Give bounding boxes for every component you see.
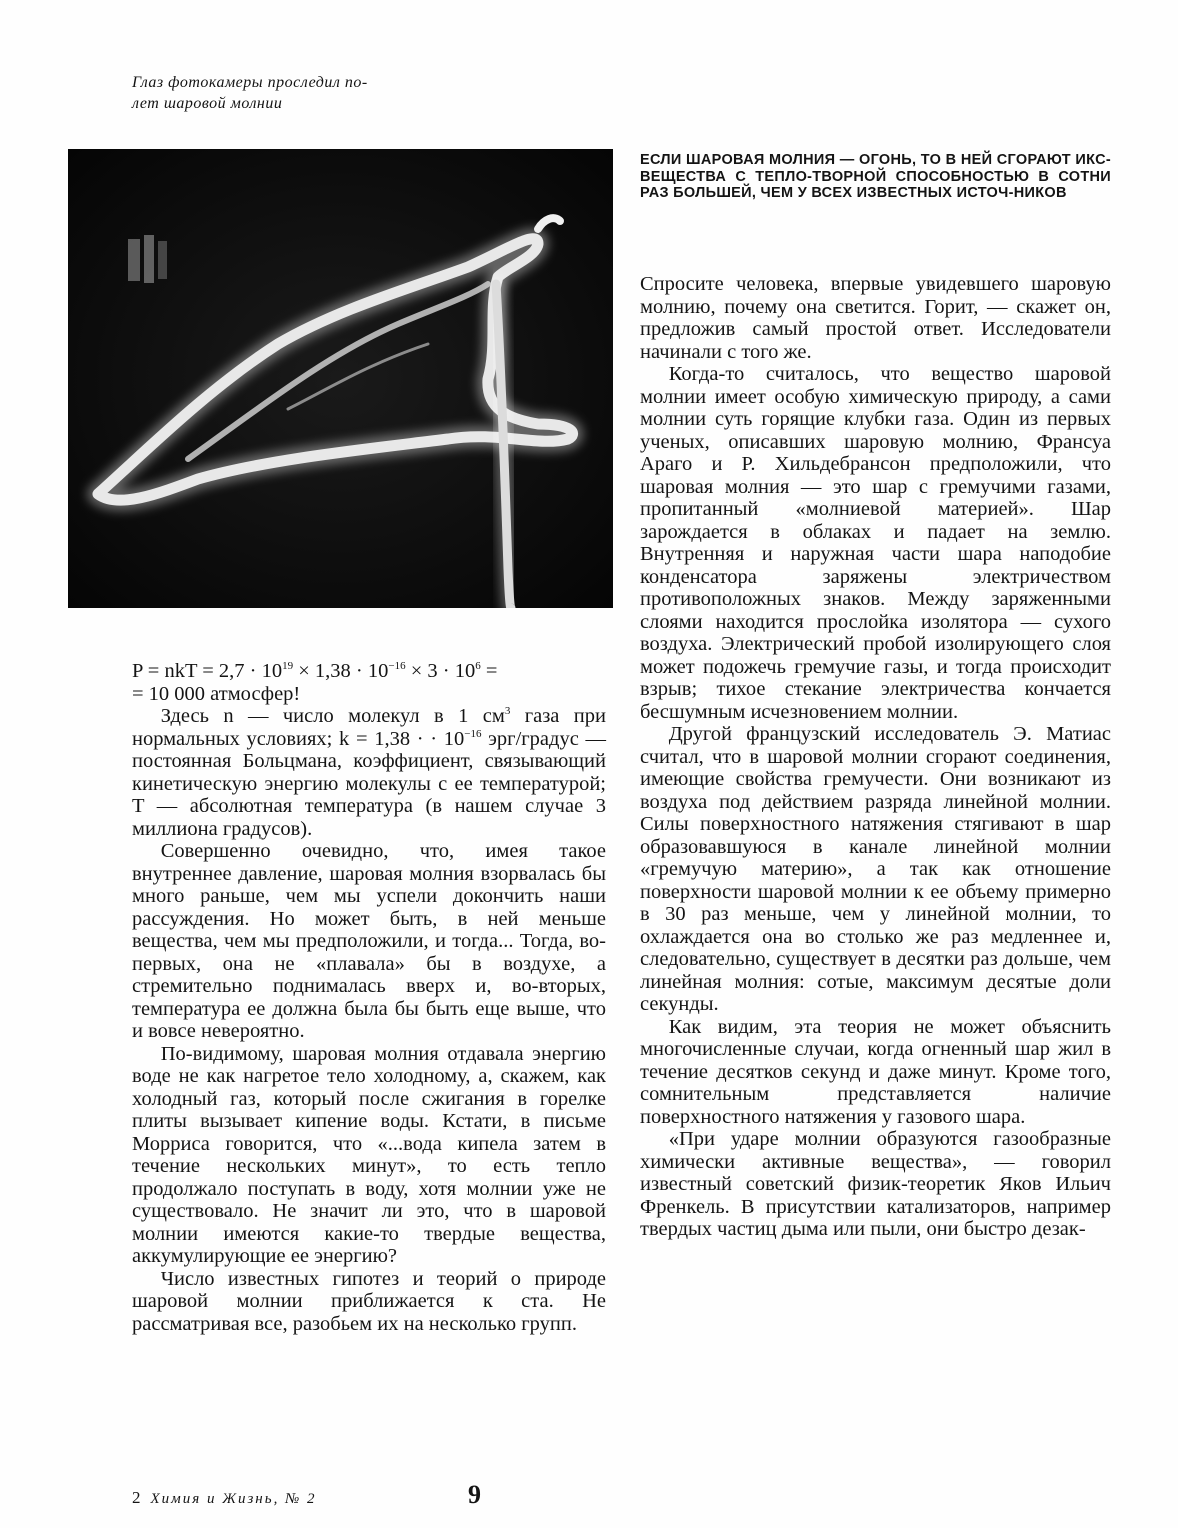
paragraph: Спросите человека, впервые увидевшего шаровую молнию, почему она светится. Горит, — скажет он, предложив самый простой ответ. Исследователи начинали с того же. bbox=[640, 273, 1111, 363]
paragraph-part: газа при нормальных условиях; k = 1,38 · · 10 bbox=[132, 705, 606, 750]
formula-exponent: −16 bbox=[388, 660, 406, 673]
unit-exponent: 3 bbox=[504, 705, 511, 718]
paragraph: Как видим, эта теория не может объяснить многочисленные случаи, когда огненный шар жил в течение десятков секунд и даже минут. Кроме того, сомнительным представляется наличие поверхностного натяжения у газового шара. bbox=[640, 1015, 1111, 1128]
paragraph: По-видимому, шаровая молния отдавала энергию воде не как нагретое тело холодному, а, скажем, как холодный газ, который после сжигания в горелке плиты вызывает кипение воды. Кстати, в письме Морриса говорится, что «...вода кипела затем в течение нескольких минут», то есть тепло продолжало поступать в воду, хотя молнии уже не существовало. Не значит ли это, что в шаровой молнии имеются какие-то твердые вещества, аккумулирующие ее энергию? bbox=[132, 1042, 606, 1267]
paragraph: Другой французский исследователь Э. Матиас считал, что в шаровой молнии сгорают соединения, имеющие свойства гремучести. Они возникают из воздуха под действием разряда линейной молнии. Силы поверхностного натяжения стягивают в шар образовавшуюся в канале линейной молнии «гремучую материю», а так как отношение поверхности шаровой молнии к ее объему примерно в 30 раз меньше, чем у линейной молнии, то охлаждается она во столько же раз медленнее и, следовательно, существует в десятки раз дольше, чем линейная молния: сотые, максимум десятые доли секунды. bbox=[640, 723, 1111, 1015]
paragraph-part: Здесь n — число молекул в 1 см bbox=[160, 705, 505, 727]
formula-result: = 10 000 атмосфер! bbox=[132, 682, 301, 705]
section-headline: ЕСЛИ ШАРОВАЯ МОЛНИЯ — ОГОНЬ, ТО В НЕЙ СГОРАЮТ ИКС-ВЕЩЕСТВА С ТЕПЛО-ТВОРНОЙ СПОСОБНОСТЬЮ В СОТНИ РАЗ БОЛЬШЕЙ, ЧЕМ У ВСЕХ ИЗВЕСТНЫХ ИСТОЧ-НИКОВ bbox=[640, 152, 1111, 201]
formula-part: × 3 · 10 bbox=[405, 660, 476, 682]
paragraph bbox=[132, 705, 606, 840]
paragraph: Совершенно очевидно, что, имея такое внутреннее давление, шаровая молния взорвалась бы много раньше, чем мы успели докончить наши рассуждения. Но может быть, в ней меньше вещества, чем мы предположили, и тогда... Тогда, во-первых, она не «плавала» бы в воздухе, а стремительно поднималась вверх и, во-вторых, температура ее должна была бы быть еще выше, что и вовсе невероятно. bbox=[132, 840, 606, 1042]
paragraph: «При ударе молнии образуются газообразные химически активные вещества», — говорил известный советский физик-теоретик Яков Ильич Френкель. В присутствии катализаторов, например твердых частиц дыма или пыли, они быстро дезак- bbox=[640, 1128, 1111, 1240]
journal-name: Химия и Жизнь, № 2 bbox=[150, 1491, 317, 1507]
paragraph-part: эрг/градус — постоянная Больцмана, коэффициент, связывающий кинетическую энергию молекулы с ее температурой; T — абсолютная температура (в нашем случае 3 миллиона градусов). bbox=[132, 727, 606, 840]
paragraph: Когда-то считалось, что вещество шаровой молнии имеет особую химическую природу, а сами молнии суть горящие клубки газа. Один из первых ученых, описавших шаровую молнию, Франсуа Араго и Р. Хильдебрансон предположили, что шаровая молния — это шар с гремучими газами, пропитанный «молниевой материей». Шар зарождается в облаках и падает на землю. Внутренняя и наружная части шара наподобие конденсатора заряжены электричеством противоположных знаков. Между заряженными слоями находится прослойка изолятора — сухого воздуха. Электрический пробой изолирующего слоя может подожечь гремучие газы, и тогда происходит взрыв; тихое стекание электричества кончается бесшумным исчезновением молнии. bbox=[640, 363, 1111, 723]
caption-line-1: Глаз фотокамеры проследил по- bbox=[132, 74, 368, 91]
footer-journal bbox=[132, 1488, 316, 1508]
caption-line-2: лет шаровой молнии bbox=[132, 95, 283, 112]
paragraph: Число известных гипотез и теорий о природе шаровой молнии приближается к ста. Не рассматривая все, разобьем их на несколько групп. bbox=[132, 1267, 606, 1335]
unit-exponent: −16 bbox=[464, 727, 482, 740]
lightning-trace-image bbox=[68, 149, 613, 608]
page-number: 9 bbox=[468, 1480, 481, 1509]
issue-sheet-number: 2 bbox=[132, 1488, 141, 1507]
photo-caption bbox=[132, 72, 462, 114]
window-light-smudge bbox=[128, 235, 167, 283]
formula-exponent: 19 bbox=[282, 660, 294, 673]
pressure-formula bbox=[132, 660, 606, 683]
left-text-column bbox=[132, 660, 606, 1335]
formula-part: P = nkT = 2,7 · 10 bbox=[132, 660, 283, 682]
ball-lightning-photo bbox=[68, 149, 613, 608]
formula-exponent: 6 bbox=[475, 660, 481, 673]
right-text-column bbox=[640, 273, 1111, 1241]
formula-part: × 1,38 · 10 bbox=[293, 660, 389, 682]
formula-part: = bbox=[480, 660, 498, 682]
